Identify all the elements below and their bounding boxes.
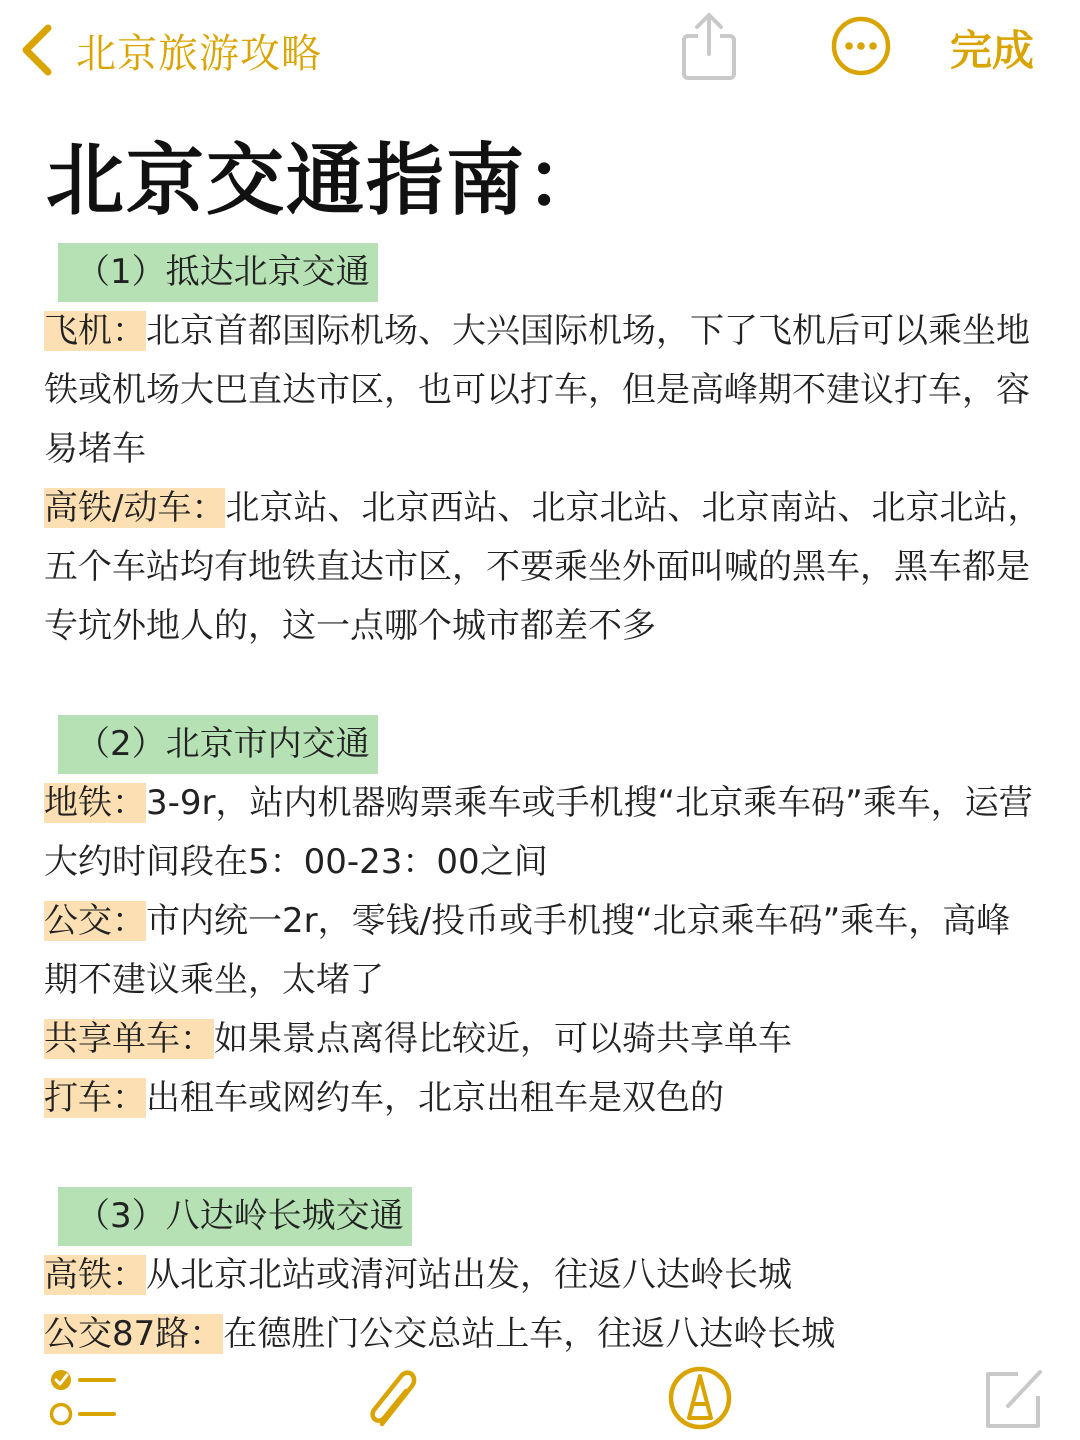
- more-icon[interactable]: [830, 15, 892, 77]
- item-label: 飞机：: [44, 311, 146, 351]
- item-text: 出租车或网约车，北京出租车是双色的: [146, 1078, 724, 1118]
- item-text: 如果景点离得比较近，可以骑共享单车: [214, 1019, 792, 1059]
- share-icon[interactable]: [680, 10, 738, 82]
- note-title: 北京交通指南：: [46, 136, 607, 226]
- markup-pen-icon[interactable]: [665, 1362, 735, 1434]
- back-button[interactable]: [18, 18, 322, 82]
- item-text: 市内统一2r，零钱/投币或手机搜“北京乘车码”乘车，高峰期不建议乘坐，太堵了: [44, 901, 1011, 1000]
- item-text: 从北京北站或清河站出发，往返八达岭长城: [146, 1255, 792, 1295]
- item-label: 公交：: [44, 901, 146, 941]
- list-item: [44, 1069, 1044, 1128]
- section-heading: （1）抵达北京交通: [58, 243, 378, 302]
- section-heading: （2）北京市内交通: [58, 715, 378, 774]
- item-text: 北京站、北京西站、北京北站、北京南站、北京北站，五个车站均有地铁直达市区，不要乘坐外面叫喊的黑车，黑车都是专坑外地人的，这一点哪个城市都差不多: [44, 488, 1042, 646]
- item-label: 高铁：: [44, 1255, 146, 1295]
- item-label: 地铁：: [44, 783, 146, 823]
- done-button[interactable]: 完成: [950, 26, 1035, 75]
- note-body[interactable]: [44, 243, 1044, 1364]
- list-item: [44, 1010, 1044, 1069]
- attachment-icon[interactable]: [360, 1362, 430, 1434]
- item-label: 共享单车：: [44, 1019, 214, 1059]
- list-item: [44, 774, 1044, 892]
- top-toolbar: [0, 0, 1080, 100]
- list-item: [44, 1246, 1044, 1305]
- item-text: 3-9r，站内机器购票乘车或手机搜“北京乘车码”乘车，运营大约时间段在5：00-23：00之间: [44, 783, 1033, 882]
- list-item: [44, 479, 1044, 656]
- list-item: [44, 1305, 1044, 1364]
- spacer: [44, 656, 1044, 715]
- item-text: 在德胜门公交总站上车，往返八达岭长城: [223, 1314, 836, 1354]
- item-label: 高铁/动车：: [44, 488, 226, 528]
- list-item: [44, 302, 1044, 479]
- checklist-icon[interactable]: [46, 1362, 116, 1434]
- chevron-left-icon: [18, 22, 58, 78]
- section-heading: （3）八达岭长城交通: [58, 1187, 412, 1246]
- item-label: 公交87路：: [44, 1314, 224, 1354]
- item-label: 打车：: [44, 1078, 146, 1118]
- list-item: [44, 892, 1044, 1010]
- back-folder-title: 北京旅游攻略: [76, 30, 322, 77]
- item-text: 北京首都国际机场、大兴国际机场，下了飞机后可以乘坐地铁或机场大巴直达市区，也可以打车，但是高峰期不建议打车，容易堵车: [44, 311, 1030, 469]
- compose-icon[interactable]: [980, 1362, 1050, 1434]
- bottom-toolbar: [0, 1362, 1080, 1440]
- spacer: [44, 1128, 1044, 1187]
